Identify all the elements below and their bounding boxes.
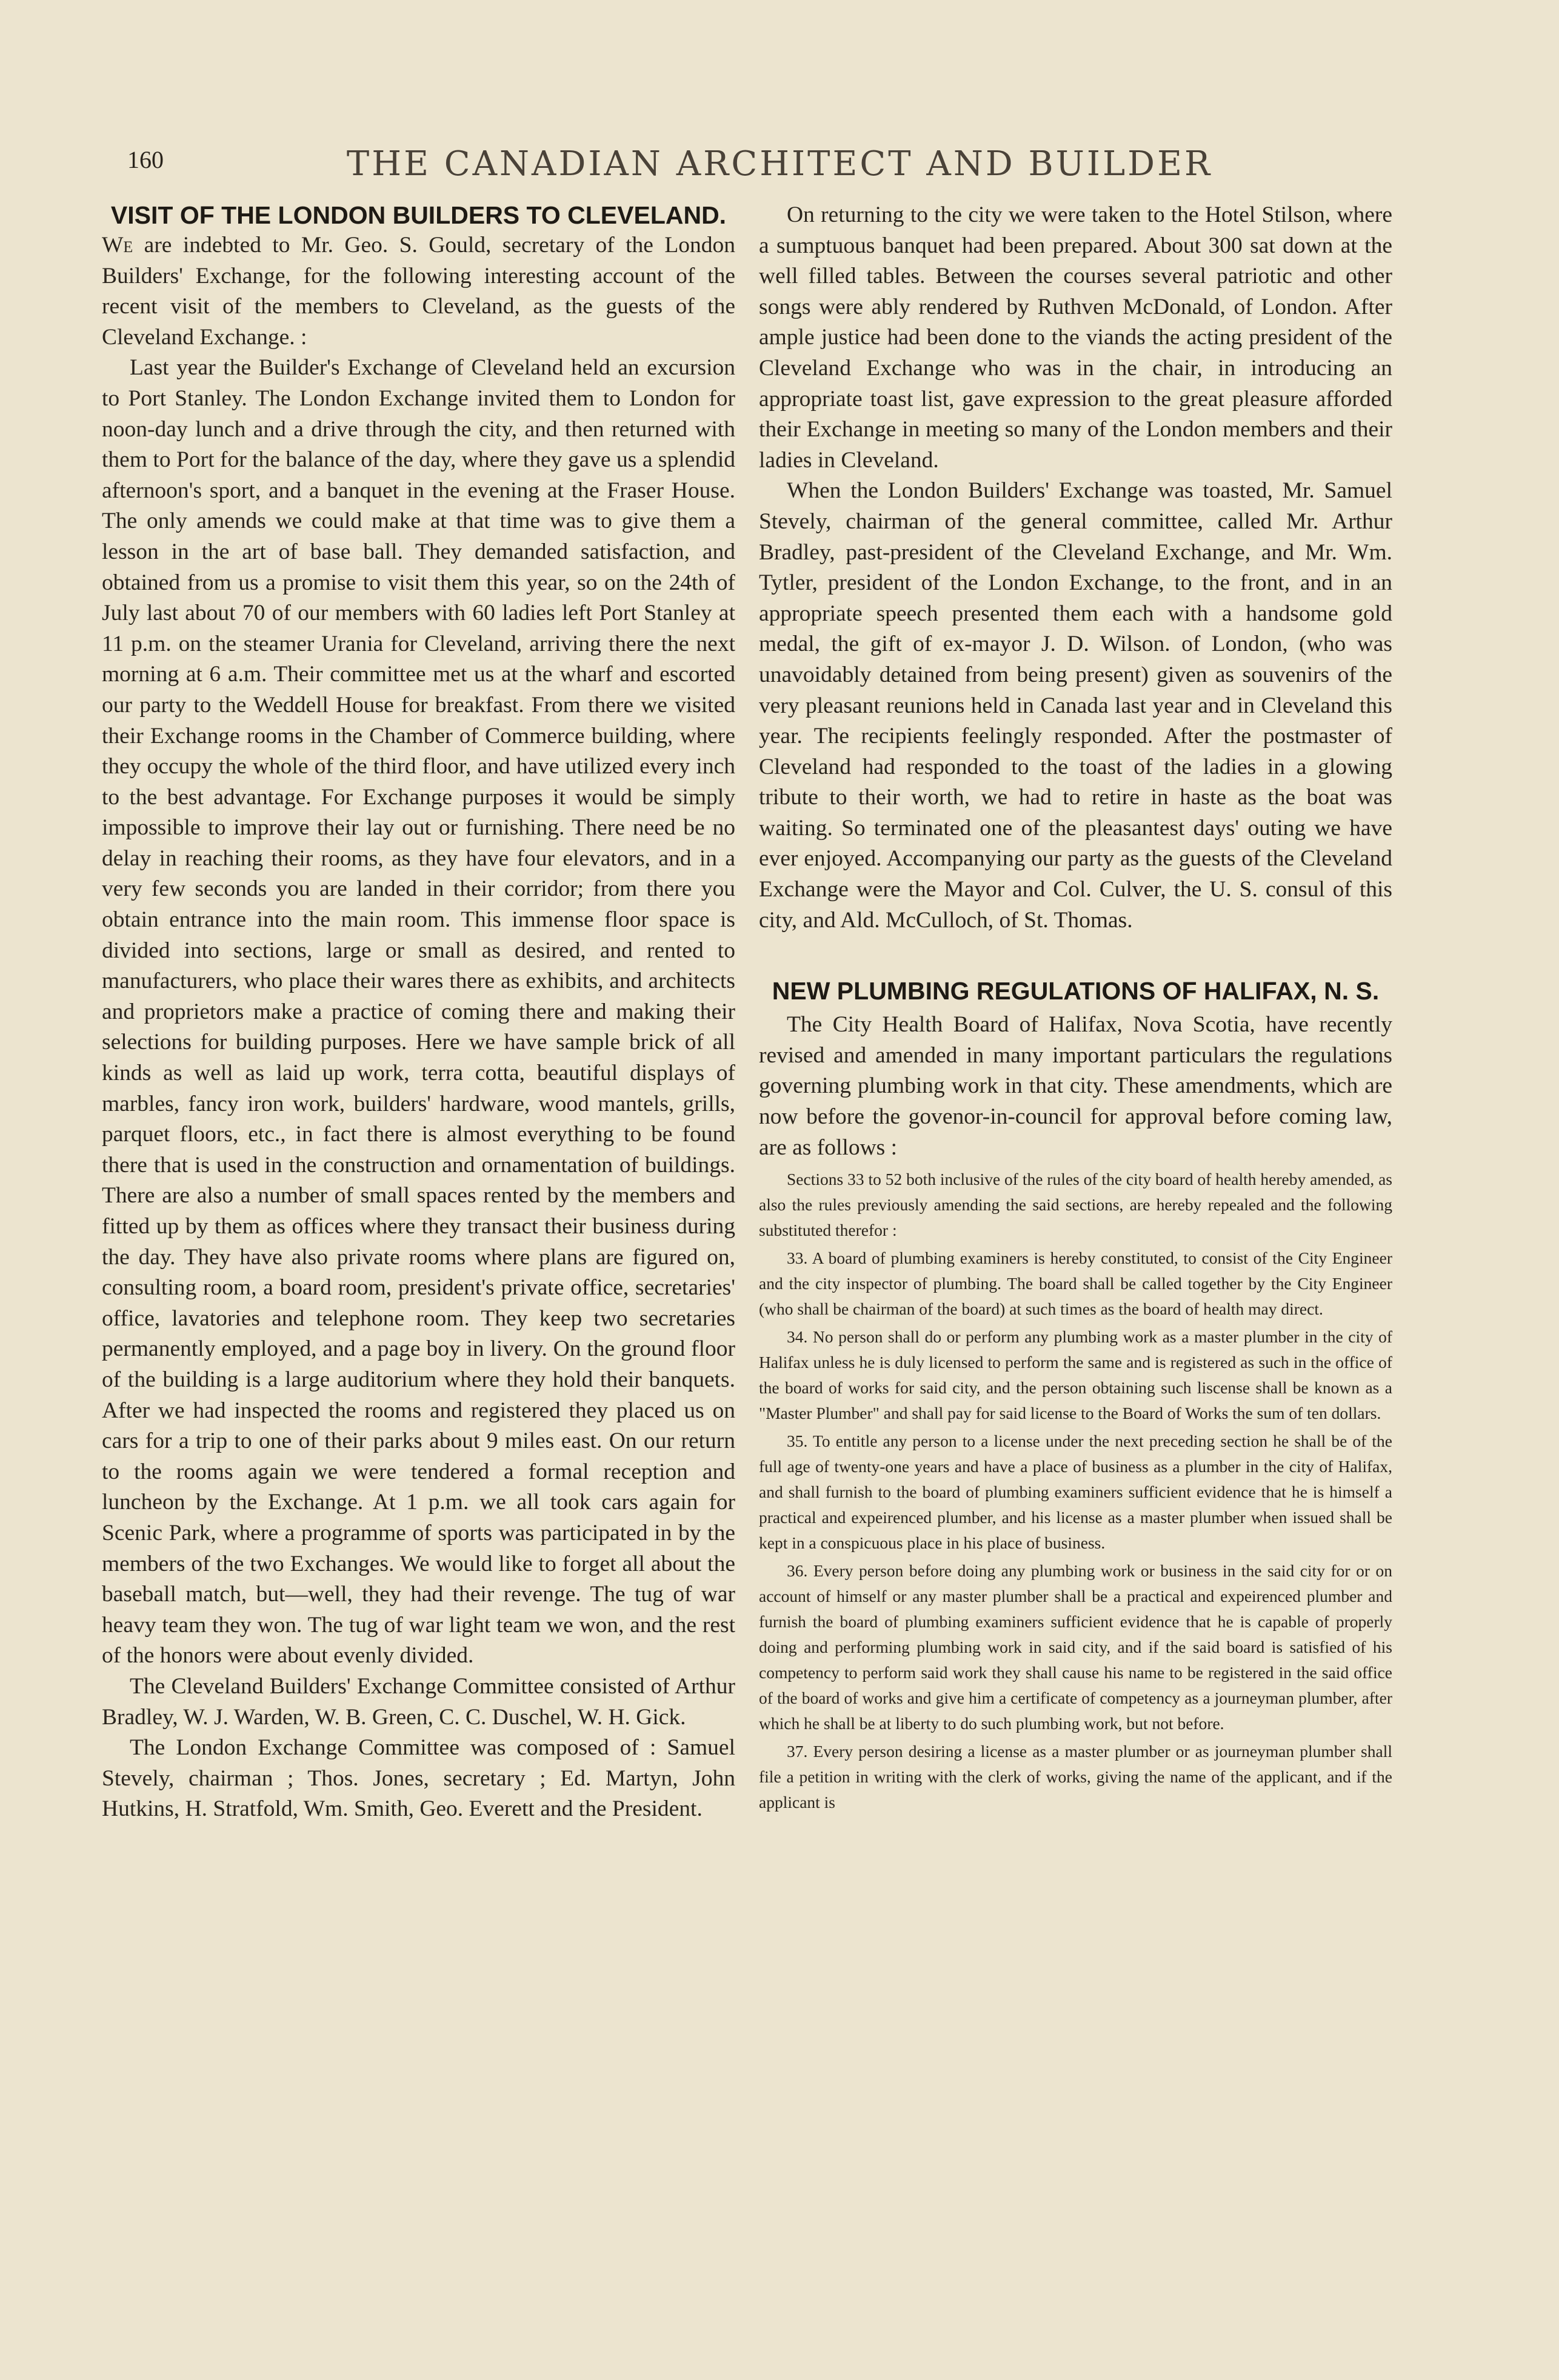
article1-paragraph: The London Exchange Committee was composed of : Samuel Stevely, chairman ; Thos. Jones, secretary ; Ed. Martyn, John Hutkins, H. Stratfold, Wm. Smith, Geo. Everett and the President. (102, 1735, 735, 1822)
regulation-section: 35. To entitle any person to a license under the next preceding section he shall be of the full age of twenty-one years and have a place of business as a plumber in the city of Halifax, and shall furnish to the board of plumbing examiners sufficient evidence that he is himself a practical and expeirenced plumber, and his license as a master plumber when issued shall be kept in a conspicuous place in his place of business. (759, 1432, 1392, 1553)
article1-paragraph: Last year the Builder's Exchange of Cleveland held an excursion to Port Stanley. The London Exchange invited them to London for noon-day lunch and a drive through the city, and then returned with them to Port for the balance of the day, where they gave us a splendid afternoon's sport, and a banquet in the evening at the Fraser House. The only amends we could make at that time was to give them a lesson in the art of base ball. They demanded satisfaction, and obtained from us a promise to visit them this year, so on the 24th of July last about 70 of our members with 60 ladies left Port Stanley at 11 p.m. on the steamer Urania for Cleveland, arriving there the next morning at 6 a.m. Their committee met us at the wharf and escorted our party to the Weddell House for breakfast. From there we visited their Exchange rooms in the Chamber of Commerce building, where they occupy the whole of the third floor, and have utilized every inch to the best advantage. For Exchange purposes it would be simply impossible to improve their lay out or furnishing. There need be no delay in reaching their rooms, as they have four elevators, and in a very few seconds you are landed in their corridor; from there you obtain entrance into the main room. This immense floor space is divided into sections, large or small as desired, and rented to manufacturers, who place their wares there as exhibits, and architects and proprietors make a practice of coming there and making their selections for building purposes. Here we have sample brick of all kinds as well as laid up work, terra cotta, beautiful displays of marbles, fancy iron work, builders' hardware, wood mantels, grills, parquet floors, etc., in fact there is almost everything to be found there that is used in the construction and ornamentation of buildings. There are also a number of small spaces rented by the members and fitted up by them as offices where they transact their business during the day. They have also private rooms where plans are figured on, consulting room, a board room, president's private office, secretaries' office, lavatories and telephone room. They keep two secretaries permanently employed, and a page boy in livery. On the ground floor of the building is a large auditorium where they hold their banquets. After we had inspected the rooms and registered they placed us on cars for a trip to one of their parks about 9 miles east. On our return to the rooms again we were tendered a formal reception and luncheon by the Exchange. At 1 p.m. we all took cars again for Scenic Park, where a programme of sports was participated in by the members of the two Exchanges. We would like to forget all about the baseball match, but—well, they had their revenge. The tug of war heavy team they won. The tug of war light team we won, and the rest of the honors were about evenly divided. (102, 355, 735, 1668)
lead-word: We (102, 233, 133, 258)
running-head: THE CANADIAN ARCHITECT AND BUILDER (346, 144, 1213, 184)
article1-paragraph: On returning to the city we were taken to the Hotel Stilson, where a sumptuous banquet had been prepared. About 300 sat down at the well filled tables. Between the courses several patriotic and other songs were ably rendered by Ruthven McDonald, of London. After ample justice had been done to the viands the acting president of the Cleveland Exchange who was in the chair, in introducing an appropriate toast list, gave expression to the great pleasure afforded their Exchange in meeting so many of the London members and their ladies in Cleveland. (759, 202, 1392, 473)
article1-paragraph: When the London Builders' Exchange was toasted, Mr. Samuel Stevely, chairman of the general committee, called Mr. Arthur Bradley, past-president of the Cleveland Exchange, and Mr. Wm. Tytler, president of the London Exchange, to the front, and in an appropriate speech presented them each with a handsome gold medal, the gift of ex-mayor J. D. Wilson. of London, (who was unavoidably detained from being present) given as souvenirs of the very pleasant reunions held in Canada last year and in Cleveland this year. The recipients feelingly responded. After the postmaster of Cleveland had responded to the toast of the ladies in a glowing tribute to their worth, we had to retire in haste as the boat was waiting. So terminated one of the pleasantest days' outing we have ever enjoyed. Accompanying our party as the guests of the Cleveland Exchange were the Mayor and Col. Culver, the U. S. consul of this city, and Ald. McCulloch, of St. Thomas. (759, 478, 1392, 933)
article1-paragraph: The Cleveland Builders' Exchange Committee consisted of Arthur Bradley, W. J. Warden, W. B. Green, C. C. Duschel, W. H. Gick. (102, 1673, 735, 1730)
left-column (102, 200, 735, 1825)
article2-intro: The City Health Board of Halifax, Nova Scotia, have recently revised and amended in many important particulars the regulations governing plumbing work in that city. These amendments, which are now before the govenor-in-council for approval before coming law, are as follows : (759, 1012, 1392, 1160)
regulation-section: 36. Every person before doing any plumbing work or business in the said city for or on account of himself or any master plumber shall be a practical and expeirenced plumber and furnish the board of plumbing examiners sufficient evidence that he is capable of properly doing and performing plumbing work in said city, and if the said board is satisfied of his competency to perform said work they shall cause his name to be registered in the said office of the board of works and give him a certificate of competency as a journeyman plumber, after which he shall be at liberty to do such plumbing work, but not before. (759, 1561, 1392, 1733)
page-number: 160 (127, 146, 164, 173)
regulation-section: 37. Every person desiring a license as a master plumber or as journeyman plumber shall file a petition in writing with the clerk of works, giving the name of the applicant, and if the applicant is (759, 1742, 1392, 1812)
regulations-list (759, 1167, 1392, 1815)
regulation-section: Sections 33 to 52 both inclusive of the rules of the city board of health hereby amended, as also the rules previously amending the said sections, are hereby repealed and the following substituted therefor : (759, 1170, 1392, 1240)
regulation-section: 33. A board of plumbing examiners is hereby constituted, to consist of the City Engineer and the city inspector of plumbing. The board shall be called together by the City Engineer (who shall be chairman of the board) at such times as the board of health may direct. (759, 1248, 1392, 1319)
article2-title: NEW PLUMBING REGULATIONS OF HALIFAX, N. S. (772, 977, 1380, 1005)
article1-title: VISIT OF THE LONDON BUILDERS TO CLEVELAND. (110, 201, 727, 229)
regulation-section: 34. No person shall do or perform any plumbing work as a master plumber in the city of Halifax unless he is duly licensed to perform the same and is registered as such in the office of the board of works for said city, and the person obtaining such liscense shall be known as a "Master Plumber" and shall pay for said license to the Board of Works the sum of ten dollars. (759, 1327, 1392, 1423)
article1-paragraph (102, 230, 735, 353)
right-column (759, 200, 1392, 1818)
lead-text: are indebted to Mr. Geo. S. Gould, secretary of the London Builders' Exchange, for the following interesting account of the recent visit of the members to Cleveland, as the guests of the Cleveland Exchange. : (102, 233, 735, 350)
